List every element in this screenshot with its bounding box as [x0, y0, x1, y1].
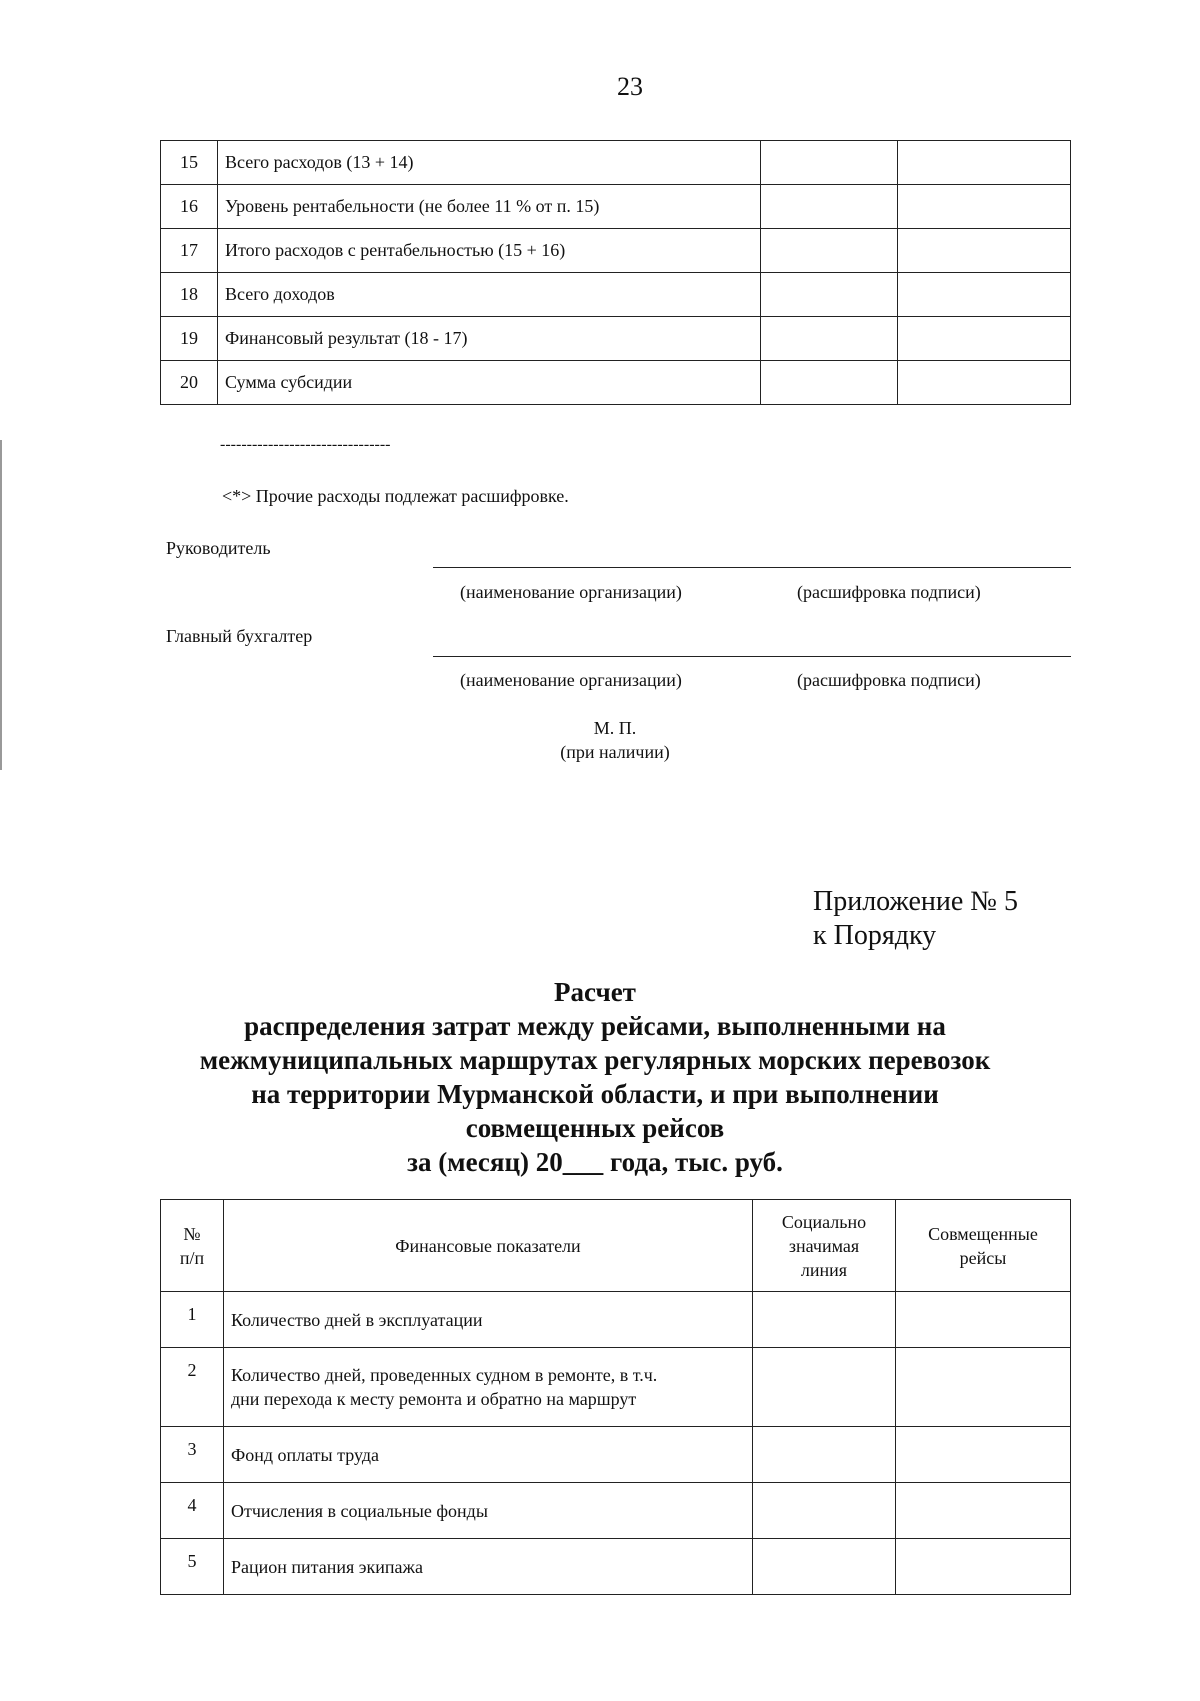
value-cell — [896, 1427, 1071, 1483]
row-label: Количество дней в эксплуатации — [224, 1292, 753, 1348]
value-cell — [898, 317, 1071, 361]
table-row — [161, 1427, 1071, 1483]
row-number: 3 — [161, 1427, 224, 1483]
header-num — [161, 1200, 224, 1292]
value-cell — [761, 141, 898, 185]
value-cell — [761, 361, 898, 405]
value-cell — [753, 1539, 896, 1595]
accountant-label: Главный бухгалтер — [166, 626, 313, 646]
header-text: п/п — [179, 1247, 205, 1268]
value-cell — [898, 229, 1071, 273]
stamp-line: М. П. — [593, 718, 637, 738]
title-line: Расчет — [554, 977, 636, 1007]
value-cell — [896, 1539, 1071, 1595]
appendix-line: Приложение № 5 — [813, 886, 1018, 917]
table-row — [161, 229, 1071, 273]
appendix-line: к Порядку — [813, 920, 937, 951]
header-combined-trips — [896, 1200, 1071, 1292]
row-label: Уровень рентабельности (не более 11 % от п. 15) — [218, 185, 761, 229]
title-line: межмуниципальных маршрутах регулярных морских перевозок — [199, 1045, 991, 1075]
value-cell — [753, 1483, 896, 1539]
value-cell — [896, 1483, 1071, 1539]
header-indicators: Финансовые показатели — [224, 1200, 753, 1292]
stamp-note — [0, 716, 1200, 764]
row-label: Всего доходов — [218, 273, 761, 317]
row-label-line: дни перехода к месту ремонта и обратно на маршрут — [231, 1389, 637, 1409]
stamp-line: (при наличии) — [560, 742, 670, 762]
appendix-heading — [813, 885, 1018, 953]
header-text: № — [183, 1223, 201, 1244]
distribution-table — [160, 1199, 1071, 1595]
row-number: 17 — [161, 229, 218, 273]
table-row — [161, 185, 1071, 229]
page-number: 23 — [617, 72, 643, 101]
value-cell — [761, 185, 898, 229]
value-cell — [753, 1348, 896, 1427]
value-cell — [898, 361, 1071, 405]
table-header-row — [161, 1200, 1071, 1292]
value-cell — [761, 317, 898, 361]
row-label: Рацион питания экипажа — [224, 1539, 753, 1595]
table-row — [161, 1483, 1071, 1539]
header-text: Социально — [781, 1211, 867, 1232]
table-row — [161, 1292, 1071, 1348]
head-signature-line — [433, 567, 1071, 568]
row-label — [224, 1348, 753, 1427]
row-number: 2 — [161, 1348, 224, 1427]
table-row — [161, 361, 1071, 405]
row-number: 18 — [161, 273, 218, 317]
table-row — [161, 1348, 1071, 1427]
row-label: Отчисления в социальные фонды — [224, 1483, 753, 1539]
value-cell — [761, 229, 898, 273]
row-number: 1 — [161, 1292, 224, 1348]
head-label: Руководитель — [166, 538, 271, 558]
row-label-line: Количество дней, проведенных судном в ремонте, в т.ч. — [231, 1365, 658, 1385]
sign-caption: (расшифровка подписи) — [797, 582, 981, 602]
value-cell — [753, 1427, 896, 1483]
footnote-separator: -------------------------------- — [220, 436, 391, 453]
row-label: Всего расходов (13 + 14) — [218, 141, 761, 185]
table-row — [161, 141, 1071, 185]
header-text: Совмещенные — [928, 1223, 1038, 1244]
value-cell — [898, 141, 1071, 185]
row-label: Сумма субсидии — [218, 361, 761, 405]
row-number: 20 — [161, 361, 218, 405]
footnote: <*> Прочие расходы подлежат расшифровке. — [222, 486, 569, 506]
header-social-line — [753, 1200, 896, 1292]
value-cell — [753, 1292, 896, 1348]
title-line: совмещенных рейсов — [465, 1113, 725, 1143]
document-title — [0, 975, 1190, 1179]
row-number: 16 — [161, 185, 218, 229]
org-caption: (наименование организации) — [460, 670, 682, 690]
row-label: Итого расходов с рентабельностью (15 + 16) — [218, 229, 761, 273]
row-number: 4 — [161, 1483, 224, 1539]
row-number: 19 — [161, 317, 218, 361]
header-text: значимая — [788, 1235, 860, 1256]
accountant-signature-line — [433, 656, 1071, 657]
value-cell — [896, 1348, 1071, 1427]
row-label: Финансовый результат (18 - 17) — [218, 317, 761, 361]
title-line: за (месяц) 20___ года, тыс. руб. — [407, 1147, 783, 1177]
title-line: на территории Мурманской области, и при выполнении — [251, 1079, 939, 1109]
table-row — [161, 1539, 1071, 1595]
org-caption: (наименование организации) — [460, 582, 682, 602]
row-label: Фонд оплаты труда — [224, 1427, 753, 1483]
row-number: 15 — [161, 141, 218, 185]
expenses-table — [160, 140, 1071, 405]
value-cell — [898, 185, 1071, 229]
value-cell — [898, 273, 1071, 317]
sign-caption: (расшифровка подписи) — [797, 670, 981, 690]
header-text: рейсы — [959, 1247, 1007, 1268]
row-number: 5 — [161, 1539, 224, 1595]
value-cell — [896, 1292, 1071, 1348]
title-line: распределения затрат между рейсами, выполненными на — [244, 1011, 946, 1041]
value-cell — [761, 273, 898, 317]
table-row — [161, 317, 1071, 361]
header-text: линия — [800, 1259, 848, 1280]
table-row — [161, 273, 1071, 317]
